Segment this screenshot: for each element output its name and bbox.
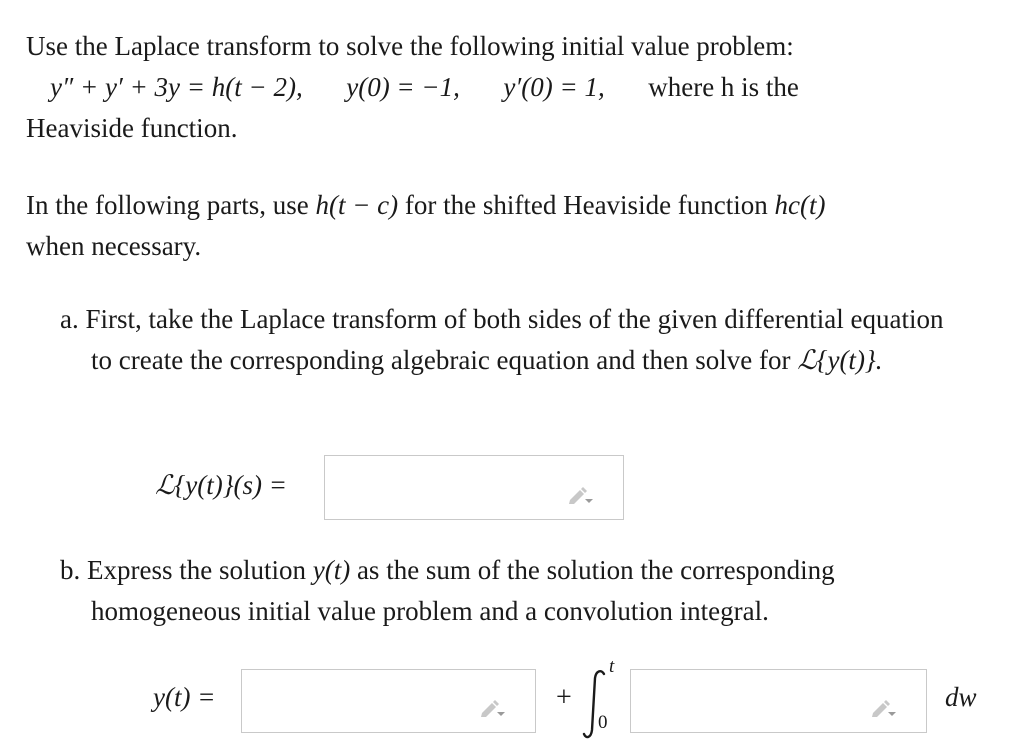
laplace-notation: ℒ{y(t)}. [797,345,883,375]
part-b-marker: b. [60,555,81,585]
part-b [60,550,960,632]
integral-upper-limit: t [609,656,615,677]
part-a-marker: a. [60,304,79,334]
pencil-icon [567,485,593,505]
heaviside-hc-notation: hc(t) [774,190,826,220]
initial-condition-1: y(0) = −1, [346,72,460,102]
part-b-text [60,550,960,632]
pencil-icon [870,698,896,718]
note-paragraph [26,185,986,267]
problem-continuation: Heaviside function. [26,113,238,143]
dw-differential: dw [945,682,977,712]
differential-equation: y″ + y′ + 3y = h(t − 2), [50,72,303,102]
problem-intro: Use the Laplace transform to solve the following initial value problem: [26,31,794,61]
note-line-2: when necessary. [26,231,202,261]
initial-condition-2: y′(0) = 1, [503,72,605,102]
where-text: where h is the [648,72,799,102]
part-b-instructions-2: as the sum of the solution the corresponding homogeneous initial value problem and a convolution integral. [91,555,835,626]
note-text-a: In the following parts, use [26,190,309,220]
solution-notation: y(t) [312,555,351,585]
part-a-label: ℒ{y(t)}(s) = [155,470,287,500]
note-line-1 [26,185,986,226]
note-text-c: for the shifted Heaviside function [404,190,768,220]
part-a-text [60,299,960,381]
part-a-answer-input[interactable] [324,455,624,520]
part-b-homogeneous-input[interactable] [241,669,536,733]
part-b-convolution-input[interactable] [630,669,927,733]
part-a [60,299,960,381]
plus-sign: + [556,682,572,713]
integral-lower-limit: 0 [598,712,608,733]
problem-equation-line [26,67,926,108]
problem-statement [26,26,926,149]
part-a-instructions: First, take the Laplace transform of both sides of the given differential equation to create the corresponding algebraic equation and then solve for [85,304,944,375]
part-b-label: y(t) = [153,682,216,712]
shifted-heaviside-notation: h(t − c) [315,190,399,220]
part-b-instructions-1: Express the solution [87,555,306,585]
pencil-icon [479,698,505,718]
